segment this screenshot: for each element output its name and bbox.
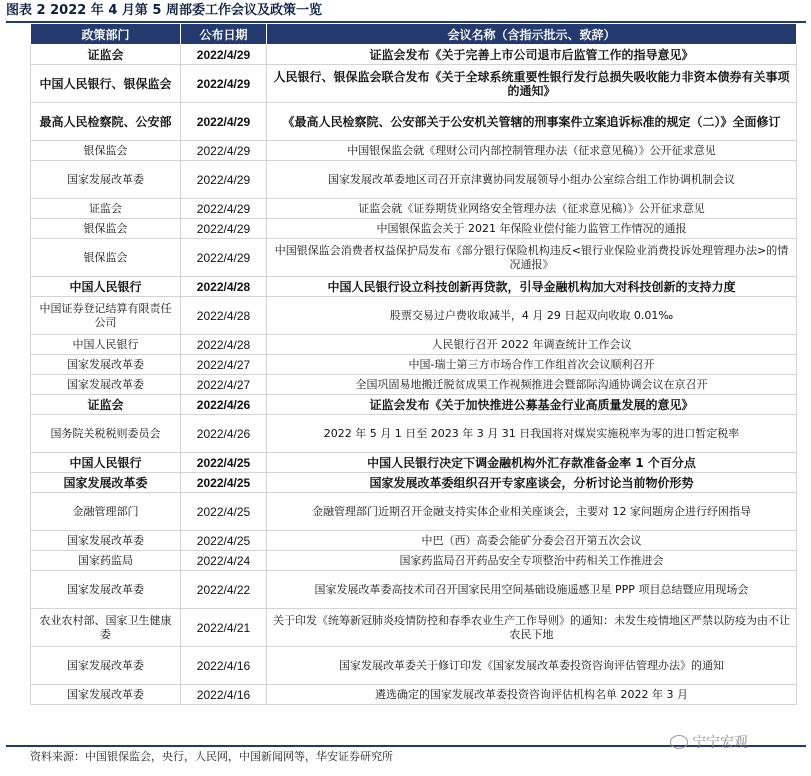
dept-cell: 证监会 [31,199,181,219]
meeting-cell: 人民银行、银保监会联合发布《关于全球系统重要性银行发行总损失吸收能力非资本债券有关事项的通知》 [267,65,797,103]
meeting-cell: 全国巩固易地搬迁脱贫成果工作视频推进会暨部际沟通协调会议在京召开 [267,375,797,395]
date-cell: 2022/4/21 [181,609,267,647]
dept-cell: 银保监会 [31,219,181,239]
meeting-cell: 关于印发《统筹新冠肺炎疫情防控和春季农业生产工作导则》的通知：未发生疫情地区严禁以防疫为由不让农民下地 [267,609,797,647]
meeting-cell: 中国银保监会关于 2021 年保险业偿付能力监管工作情况的通报 [267,219,797,239]
date-cell: 2022/4/29 [181,65,267,103]
date-cell: 2022/4/16 [181,685,267,705]
table-row [31,395,797,415]
date-cell: 2022/4/25 [181,531,267,551]
table-row [31,531,797,551]
date-cell: 2022/4/25 [181,493,267,531]
column-header-date: 公布日期 [181,24,267,45]
table-row [31,219,797,239]
dept-cell: 国家发展改革委 [31,647,181,685]
date-cell: 2022/4/29 [181,161,267,199]
meeting-cell: 人民银行召开 2022 年调查统计工作会议 [267,335,797,355]
dept-cell: 中国人民银行 [31,277,181,297]
table-row [31,335,797,355]
meeting-cell: 证监会就《证券期货业网络安全管理办法（征求意见稿）》公开征求意见 [267,199,797,219]
date-cell: 2022/4/28 [181,297,267,335]
date-cell: 2022/4/29 [181,103,267,141]
meeting-cell: 国家发展改革委组织召开专家座谈会，分析讨论当前物价形势 [267,473,797,493]
date-cell: 2022/4/27 [181,375,267,395]
table-row [31,277,797,297]
dept-cell: 国家发展改革委 [31,473,181,493]
table-row [31,355,797,375]
table-row [31,685,797,705]
meeting-cell: 证监会发布《关于加快推进公募基金行业高质量发展的意见》 [267,395,797,415]
date-cell: 2022/4/24 [181,551,267,571]
date-cell: 2022/4/25 [181,473,267,493]
table-row [31,571,797,609]
dept-cell: 中国证券登记结算有限责任公司 [31,297,181,335]
dept-cell: 最高人民检察院、公安部 [31,103,181,141]
date-cell: 2022/4/28 [181,277,267,297]
dept-cell: 证监会 [31,45,181,65]
date-cell: 2022/4/27 [181,355,267,375]
meeting-cell: 遴选确定的国家发展改革委投资咨询评估机构名单 2022 年 3 月 [267,685,797,705]
dept-cell: 银保监会 [31,141,181,161]
meeting-cell: 2022 年 5 月 1 日至 2023 年 3 月 31 日我国将对煤炭实施税率为零的进口暂定税率 [267,415,797,453]
meeting-cell: 国家发展改革委高技术司召开国家民用空间基础设施遥感卫星 PPP 项目总结暨应用现场会 [267,571,797,609]
meeting-cell: 金融管理部门近期召开金融支持实体企业相关座谈会，主要对 12 家问题房企进行纾困指导 [267,493,797,531]
dept-cell: 中国人民银行、银保监会 [31,65,181,103]
table-row [31,551,797,571]
date-cell: 2022/4/26 [181,395,267,415]
meeting-cell: 股票交易过户费收取减半，4 月 29 日起双向收取 0.01‰ [267,297,797,335]
dept-cell: 国家药监局 [31,551,181,571]
figure-title: 图表 2 2022 年 4 月第 5 周部委工作会议及政策一览 [6,3,322,18]
dept-cell: 银保监会 [31,239,181,277]
meeting-cell: 证监会发布《关于完善上市公司退市后监管工作的指导意见》 [267,45,797,65]
date-cell: 2022/4/16 [181,647,267,685]
meeting-cell: 中国人民银行设立科技创新再贷款，引导金融机构加大对科技创新的支持力度 [267,277,797,297]
table-row [31,65,797,103]
meeting-cell: 国家药监局召开药品安全专项整治中药相关工作推进会 [267,551,797,571]
table-row [31,45,797,65]
meeting-cell: 中国-瑞士第三方市场合作工作组首次会议顺利召开 [267,355,797,375]
meeting-cell: 中国人民银行决定下调金融机构外汇存款准备金率 1 个百分点 [267,453,797,473]
table-body [31,45,797,705]
table-row [31,609,797,647]
policy-table [30,23,797,705]
source-note: 资料来源：中国银保监会，央行，人民网，中国新闻网等，华安证券研究所 [30,750,393,763]
table-row [31,161,797,199]
date-cell: 2022/4/29 [181,239,267,277]
date-cell: 2022/4/29 [181,199,267,219]
wechat-icon [670,735,688,749]
table-row [31,375,797,395]
dept-cell: 中国人民银行 [31,335,181,355]
meeting-cell: 中国银保监会就《理财公司内部控制管理办法（征求意见稿）》公开征求意见 [267,141,797,161]
watermark-text: 宁宁宏观 [692,735,748,751]
table-row [31,453,797,473]
watermark [670,732,748,752]
date-cell: 2022/4/22 [181,571,267,609]
dept-cell: 国家发展改革委 [31,355,181,375]
table-row [31,647,797,685]
dept-cell: 国家发展改革委 [31,571,181,609]
dept-cell: 国家发展改革委 [31,375,181,395]
table-row [31,493,797,531]
table-row [31,141,797,161]
date-cell: 2022/4/29 [181,141,267,161]
date-cell: 2022/4/28 [181,335,267,355]
meeting-cell: 中国银保监会消费者权益保护局发布《部分银行保险机构违反<银行业保险业消费投诉处理管理办法>的情况通报》 [267,239,797,277]
table-row [31,103,797,141]
table-row [31,199,797,219]
date-cell: 2022/4/25 [181,453,267,473]
dept-cell: 金融管理部门 [31,493,181,531]
meeting-cell: 中巴（西）高委会能矿分委会召开第五次会议 [267,531,797,551]
dept-cell: 国务院关税税则委员会 [31,415,181,453]
date-cell: 2022/4/26 [181,415,267,453]
dept-cell: 国家发展改革委 [31,531,181,551]
date-cell: 2022/4/29 [181,219,267,239]
table-row [31,473,797,493]
meeting-cell: 国家发展改革委地区司召开京津冀协同发展领导小组办公室综合组工作协调机制会议 [267,161,797,199]
meeting-cell: 国家发展改革委关于修订印发《国家发展改革委投资咨询评估管理办法》的通知 [267,647,797,685]
table-header-row [31,24,797,45]
table-row [31,415,797,453]
column-header-meeting: 会议名称（含指示批示、致辞） [267,24,797,45]
dept-cell: 国家发展改革委 [31,161,181,199]
column-header-dept: 政策部门 [31,24,181,45]
dept-cell: 证监会 [31,395,181,415]
table-row [31,297,797,335]
dept-cell: 中国人民银行 [31,453,181,473]
dept-cell: 农业农村部、国家卫生健康委 [31,609,181,647]
meeting-cell: 《最高人民检察院、公安部关于公安机关管辖的刑事案件立案追诉标准的规定（二）》全面修订 [267,103,797,141]
table-row [31,239,797,277]
date-cell: 2022/4/29 [181,45,267,65]
dept-cell: 国家发展改革委 [31,685,181,705]
